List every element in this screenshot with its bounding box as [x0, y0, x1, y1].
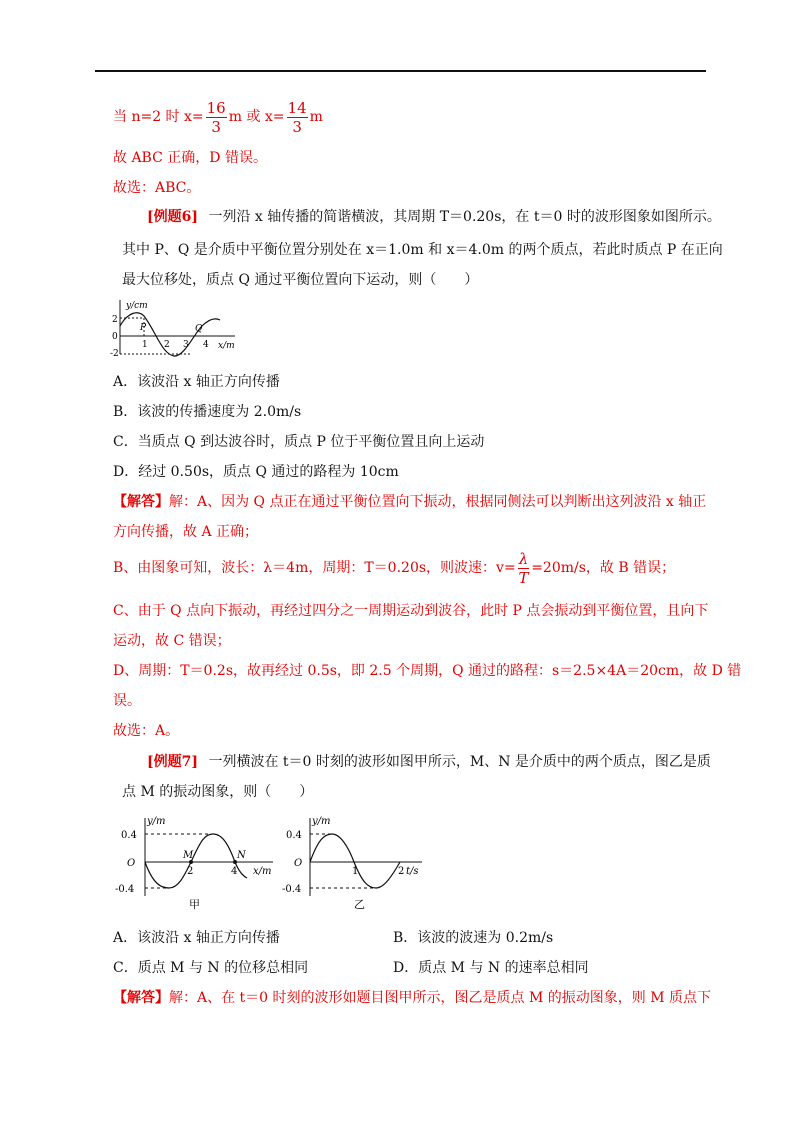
origin-label: O	[127, 858, 136, 869]
t-tick: 2	[398, 866, 405, 877]
x-axis-label: x/m	[218, 341, 235, 351]
ex7-answer-tag: 【解答】	[113, 990, 169, 1006]
y-axis-label: y/m	[147, 816, 166, 827]
ex7-vibration-figure-b	[282, 812, 442, 914]
ex7-wave-figure-a	[113, 812, 278, 914]
ex6-option-b[interactable]: B．该波的传播速度为 2.0m/s	[113, 404, 302, 420]
x-axis-label: x/m	[253, 866, 272, 877]
ex7-tag: [例题7]	[147, 754, 198, 770]
ex7-option-a[interactable]: A．该波沿 x 轴正方向传播	[113, 930, 280, 946]
y-tick-top: 2	[112, 315, 118, 325]
ex7-option-d[interactable]: D．质点 M 与 N 的速率总相同	[393, 960, 589, 976]
x-tick: 4	[203, 340, 209, 350]
ex6-option-d[interactable]: D．经过 0.50s，质点 Q 通过的路程为 10cm	[113, 464, 399, 480]
ex6-option-c[interactable]: C．当质点 Q 到达波谷时，质点 P 位于平衡位置且向上运动	[113, 434, 485, 450]
ex7-option-b[interactable]: B．该波的波速为 0.2m/s	[393, 930, 554, 946]
prev-answer-line3: 故选：ABC。	[113, 180, 201, 196]
t-tick: 1	[352, 866, 359, 877]
point-m-label: M	[183, 850, 194, 861]
x-tick: 1	[142, 340, 148, 350]
y-tick-top: 0.4	[286, 830, 302, 841]
x-tick: 4	[231, 866, 238, 877]
prev-answer-line1: 当 n=2 时 x= $\frac{16}{3}$ m 或 x= $\frac{14}{3}$ m	[113, 98, 323, 136]
y-axis-label: y/m	[312, 816, 331, 827]
y-tick-bottom: -2	[110, 349, 119, 359]
ex7-answer-line1: 【解答】解：A、在 t＝0 时刻的波形如题目图甲所示，图乙是质点 M 的振动图象，则 M 质点下	[113, 990, 712, 1006]
y-tick-bottom: -0.4	[115, 884, 135, 895]
ex6-answer-line3: B、由图象可知，波长：λ＝4m，周期：T＝0.20s，则波速：v= $\frac{\lambda}{T}$ =20m/s，故 B 错误；	[113, 549, 676, 587]
vibration-curve	[310, 834, 400, 888]
y-tick-bottom: -0.4	[282, 884, 302, 895]
x-tick: 3	[183, 340, 189, 350]
ex6-answer-line6: D、周期：T＝0.2s，故再经过 0.5s，即 2.5 个周期，Q 通过的路程：s＝2.5×4A＝20cm，故 D 错	[113, 663, 742, 679]
prev-answer-line2: 故 ABC 正确，D 错误。	[113, 150, 267, 166]
ex6-answer-line7: 误。	[113, 693, 141, 709]
t-axis-label: t/s	[406, 866, 419, 877]
fraction-lambda-over-t: $\frac{\lambda}{T}$	[518, 549, 529, 587]
y-axis-label: y/cm	[126, 301, 148, 311]
ex6-question-line3: 最大位移处，质点 Q 通过平衡位置向下运动，则（ ）	[122, 272, 479, 288]
ex6-question-line1: [例题6] 一列沿 x 轴传播的简谐横波，其周期 T＝0.20s，在 t＝0 时的波形图象如图所示。	[147, 209, 721, 225]
ex7-option-c[interactable]: C．质点 M 与 N 的位移总相同	[113, 960, 309, 976]
ex6-question-line2: 其中 P、Q 是介质中平衡位置分别处在 x＝1.0m 和 x＝4.0m 的两个质点，若此时质点 P 在正向	[122, 242, 723, 258]
point-p-label: P	[140, 323, 147, 333]
wave-curve	[145, 834, 247, 888]
fraction-14-3: $\frac{14}{3}$	[287, 98, 307, 136]
ex6-answer-line2: 方向传播，故 A 正确；	[113, 524, 259, 540]
header-rule	[95, 70, 706, 72]
ex6-wave-figure	[112, 296, 242, 360]
ex7-question-line1: [例题7] 一列横波在 t＝0 时刻的波形如图甲所示，M、N 是介质中的两个质点，图乙是质	[147, 754, 711, 770]
ex6-answer-line1: 【解答】解：A、因为 Q 点正在通过平衡位置向下振动，根据同侧法可以判断出这列波沿 x 轴正	[113, 494, 707, 510]
ex6-answer-line4: C、由于 Q 点向下振动，再经过四分之一周期运动到波谷，此时 P 点会振动到平衡位置，且向下	[113, 603, 709, 619]
x-tick: 2	[187, 866, 194, 877]
fraction-16-3: $\frac{16}{3}$	[206, 98, 226, 136]
figure-caption: 乙	[354, 898, 365, 911]
y-tick-zero: 0	[112, 332, 118, 342]
ex6-answer-line8: 故选：A。	[113, 723, 180, 739]
ex6-answer-tag: 【解答】	[113, 494, 169, 510]
ex6-option-a[interactable]: A．该波沿 x 轴正方向传播	[113, 374, 280, 390]
y-tick-top: 0.4	[121, 830, 137, 841]
ex6-tag: [例题6]	[147, 209, 198, 225]
x-tick: 2	[164, 340, 170, 350]
figure-caption: 甲	[189, 898, 200, 911]
ex6-answer-line5: 运动，故 C 错误；	[113, 633, 231, 649]
origin-label: O	[294, 858, 303, 869]
point-q-label: Q	[195, 324, 203, 334]
point-n-label: N	[237, 850, 246, 861]
ex7-question-line2: 点 M 的振动图象，则（ ）	[122, 784, 314, 800]
